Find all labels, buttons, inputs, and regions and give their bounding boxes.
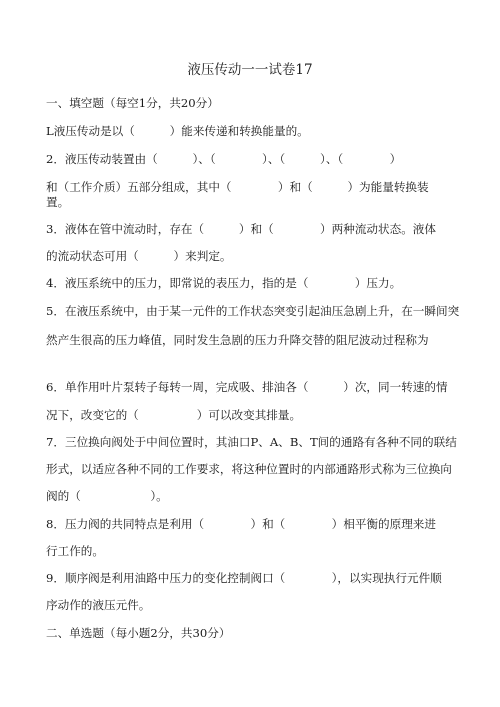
section-heading-single-choice: 二、单选题（每小题2分，共30分）	[46, 626, 231, 640]
question-7-line-3: 阀的（ ）。	[46, 489, 168, 503]
question-5-line-1: 5．在液压系统中，由于某一元件的工作状态突变引起油压急剧上升，在一瞬间突	[46, 304, 460, 318]
question-4: 4．液压系统中的压力，即常说的表压力，指的是（ ）压力。	[46, 276, 402, 290]
question-8-line-1: 8．压力阀的共同特点是利用（ ）和（ ）相平衡的原理来进	[46, 517, 436, 531]
question-6-line-2: 况下，改变它的（ ）可以改变其排量。	[46, 408, 302, 422]
section-heading-fill-blank: 一、填空题（每空1分，共20分）	[46, 96, 219, 110]
question-3-line-1: 3．液体在管中流动时，存在（ ）和（ ）两种流动状态。液体	[46, 222, 436, 236]
question-8-line-2: 行工作的。	[46, 544, 104, 558]
question-2-line-2: 和（工作介质）五部分组成，其中（ ）和（ ）为能量转换装	[46, 180, 429, 194]
question-9-line-1: 9．顺序阀是利用油路中压力的变化控制阀口（ ），以实现执行元件顺	[46, 571, 442, 585]
question-7-line-1: 7．三位换向阀处于中间位置时，其油口P、A、B、T间的通路有各种不同的联结	[46, 435, 457, 449]
question-3-line-2: 的流动状态可用（ ）来判定。	[46, 249, 232, 263]
question-7-line-2: 形式，以适应各种不同的工作要求，将这种位置时的内部通路形式称为三位换向	[46, 462, 452, 476]
question-9-line-2: 序动作的液压元件。	[46, 598, 151, 612]
document-title: 液压传动一一试卷17	[187, 62, 313, 78]
question-1: L液压传动是以（ ）能来传递和转换能量的。	[46, 124, 309, 138]
question-6-line-1: 6．单作用叶片泵转子每转一周，完成吸、排油各（ ）次，同一转速的情	[46, 380, 448, 394]
question-5-line-2: 然产生很高的压力峰值，同时发生急剧的压力升降交替的阻尼波动过程称为	[46, 333, 429, 347]
question-2-line-3: 置。	[46, 195, 70, 209]
question-2-line-1: 2．液压传动装置由（ ）、（ ）、（ ）、（ ）	[46, 152, 402, 166]
